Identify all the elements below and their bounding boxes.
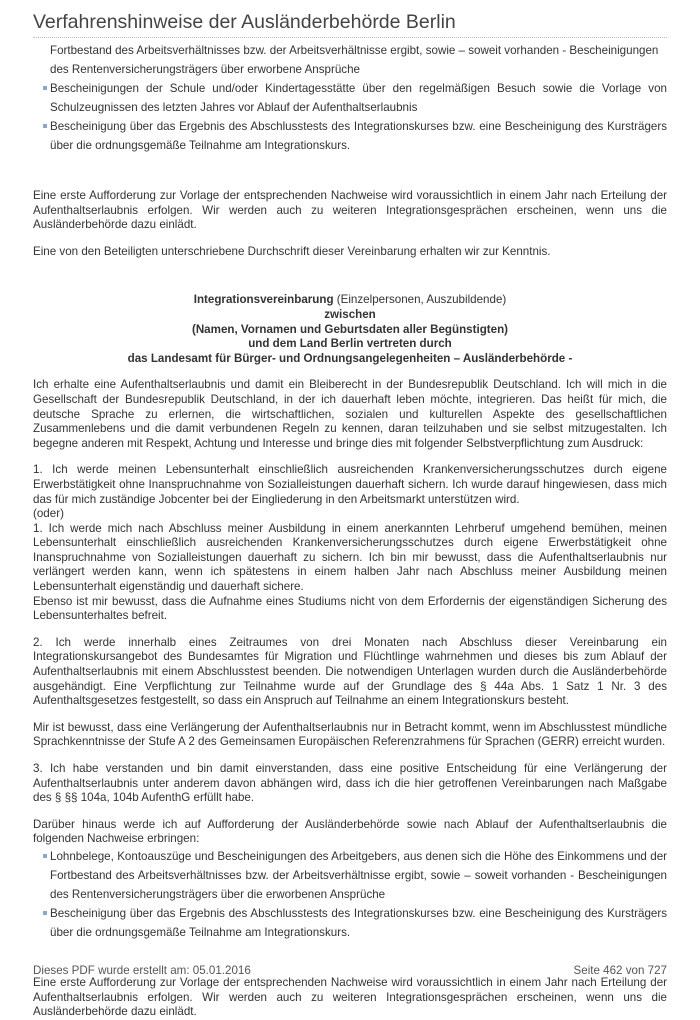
heading-landesamt: das Landesamt für Bürger- und Ordnungsangelegenheiten – Ausländerbehörde -	[127, 351, 573, 365]
paragraph-durchschrift: Eine von den Beteiligten unterschriebene Durchschrift dieser Vereinbarung erhalten wir zur Kenntnis.	[33, 244, 551, 258]
list-item	[33, 117, 667, 155]
paragraph-point-2: 2. Ich werde innerhalb eines Zeitraumes von drei Monaten nach Abschluss dieser Vereinbarung ein Integrationskursangebot des Bundesamtes für Migration und Flüchtlinge wahrnehmen und dieses bis zum Ablauf der Aufenthaltserlaubnis mit einem Abschlusstest beenden. Die notwendigen Unterlagen wurden durch die Ausländerbehörde ausgehändigt. Eine Verpflichtung zur Teilnahme wurde auf der Grundlage des § 44a Abs. 1 Satz 1 Nr. 3 des Aufenthaltsgesetzes festgestellt, so dass ein Anspruch auf Teilnahme an einem Integrationskurs besteht.	[33, 635, 667, 708]
list-item-text: Bescheinigung über das Ergebnis des Abschlusstests des Integrationskurses bzw. eine Bescheinigung des Kursträgers über die ordnungsgemäße Teilnahme am Integrationskurs.	[50, 120, 667, 152]
paragraph-point-2b: Mir ist bewusst, dass eine Verlängerung der Aufenthaltserlaubnis nur in Betracht kommt, wenn im Abschlusstest mündliche Sprachkenntnisse der Stufe A 2 des Gemeinsamen Europäischen Referenzrahmens für Sprachen (GERR) erreicht wurden.	[33, 720, 667, 749]
list-item-text: Fortbestand des Arbeitsverhältnisses bzw. der Arbeitsverhältnisse ergibt, sowie – soweit vorhanden - Bescheinigungen	[50, 44, 659, 57]
paragraph-point-1c: Ebenso ist mir bewusst, dass die Aufnahme eines Studiums nicht von dem Erfordernis der eigenständigen Sicherung des Lebensunterhaltes befreit.	[33, 594, 667, 623]
paragraph-aufforderung-2: Eine erste Aufforderung zur Vorlage der entsprechenden Nachweise wird voraussichtlich in einem Jahr nach Erteilung der Aufenthaltserlaubnis erfolgen. Wir werden auch zu weiteren Integrationsgesprächen erscheinen, wenn uns die Ausländerbehörde dazu einlädt.	[33, 975, 667, 1019]
bullet-icon	[43, 124, 47, 128]
page-title: Verfahrenshinweise der Ausländerbehörde Berlin	[33, 9, 667, 38]
bullet-icon	[43, 854, 47, 858]
paragraph-aufforderung: Eine erste Aufforderung zur Vorlage der entsprechenden Nachweise wird voraussichtlich in einem Jahr nach Erteilung der Aufenthaltserlaubnis erfolgen. Wir werden auch zu weiteren Integrationsgesprächen erscheinen, wenn uns die Ausländerbehörde dazu einlädt.	[33, 189, 667, 232]
heading-subtitle: (Einzelpersonen, Auszubildende)	[333, 293, 507, 307]
heading-names: (Namen, Vornamen und Geburtsdaten aller Begünstigten)	[191, 322, 509, 336]
paragraph-darueber: Darüber hinaus werde ich auf Aufforderung der Ausländerbehörde sowie nach Ablauf der Aufenthaltserlaubnis die folgenden Nachweise erbringen:	[33, 817, 667, 846]
bullet-icon	[43, 911, 47, 915]
list-item-text: Lohnbelege, Kontoauszüge und Bescheinigungen des Arbeitgebers, aus denen sich die Höhe des Einkommens und der Fortbestand des Arbeitsverhältnisses bzw. der Arbeitsverhältnisse ergibt, sowie – soweit vorhanden - Bescheinigungen des Rentenversicherungsträgers über die erworbenen Ansprüche	[50, 849, 667, 901]
list-item-text: Bescheinigung über das Ergebnis des Abschlusstests des Integrationskurses bzw. eine Bescheinigung des Kursträgers über die ordnungsgemäße Teilnahme am Integrationskurs.	[50, 906, 667, 939]
footer-page-number: Seite 462 von 727	[573, 964, 667, 977]
list-item-text: Bescheinigungen der Schule und/oder Kindertagesstätte über den regelmäßigen Besuch sowie die Vorlage von Schulzeugnissen des letzten Jahres vor Ablauf der Aufenthaltserlaubnis	[50, 82, 667, 114]
document-body	[33, 41, 667, 1020]
footer-created-date: Dieses PDF wurde erstellt am: 05.01.2016	[33, 964, 251, 977]
heading-title: Integrationsvereinbarung	[193, 293, 334, 307]
list-item	[33, 847, 667, 904]
heading-land-berlin: und dem Land Berlin vertreten durch	[248, 337, 452, 351]
list-item	[33, 79, 667, 117]
list-item-text: des Rentenversicherungsträgers über erworbene Ansprüche	[50, 63, 360, 76]
paragraph-point-1a: 1. Ich werde meinen Lebensunterhalt einschließlich ausreichenden Krankenversicherungsschutzes durch eigene Erwerbstätigkeit ohne Inanspruchnahme von Sozialleistungen dauerhaft sichern. Ich wurde darauf hingewiesen, dass mich das für mich zuständige Jobcenter bei der Eingliederung in den Arbeitsmarkt unterstützen wird.	[33, 463, 667, 506]
bullet-icon	[43, 86, 47, 90]
page-footer	[33, 964, 667, 979]
agreement-heading	[33, 293, 667, 366]
paragraph-point-3: 3. Ich habe verstanden und bin damit einverstanden, dass eine positive Entscheidung für eine Verlängerung der Aufenthaltserlaubnis unter anderem davon abhängen wird, dass ich die hier getroffenen Vereinbarungen nach Maßgabe des § §§ 104a, 104b AufenthG erfüllt habe.	[33, 762, 667, 805]
list-item	[33, 904, 667, 942]
heading-zwischen: zwischen	[324, 307, 376, 321]
list-item-continuation	[33, 41, 667, 79]
paragraph-oder: (oder)	[33, 507, 64, 521]
paragraph-intro: Ich erhalte eine Aufenthaltserlaubnis und damit ein Bleiberecht in der Bundesrepublik Deutschland. Ich will mich in die Gesellschaft der Bundesrepublik Deutschland, in der ich dauerhaft leben möchte, integrieren. Das heißt für mich, die deutsche Sprache zu erlernen, die wirtschaftlichen, sozialen und kulturellen Aspekte des gesellschaftlichen Zusammenlebens und die damit verbundenen Regeln zu kennen, daran teilzuhaben und sie selbst mitzugestalten. Ich begegne anderen mit Respekt, Achtung und Interesse und bringe dies mit folgender Selbstverpflichtung zum Ausdruck:	[33, 378, 667, 450]
paragraph-point-1b: 1. Ich werde mich nach Abschluss meiner Ausbildung in einem anerkannten Lehrberuf umgehend bemühen, meinen Lebensunterhalt einschließlich ausreichenden Krankenversicherungsschutzes durch eigene Erwerbstätigkeit ohne Inanspruchnahme von Sozialleistungen dauerhaft zu sichern. Ich bin mir bewusst, dass die Aufenthaltserlaubnis nur verlängert werden kann, wenn ich spätestens in einem halben Jahr nach Abschluss meiner Ausbildung meinen Lebensunterhalt eigenständig und dauerhaft sichere.	[33, 521, 667, 594]
